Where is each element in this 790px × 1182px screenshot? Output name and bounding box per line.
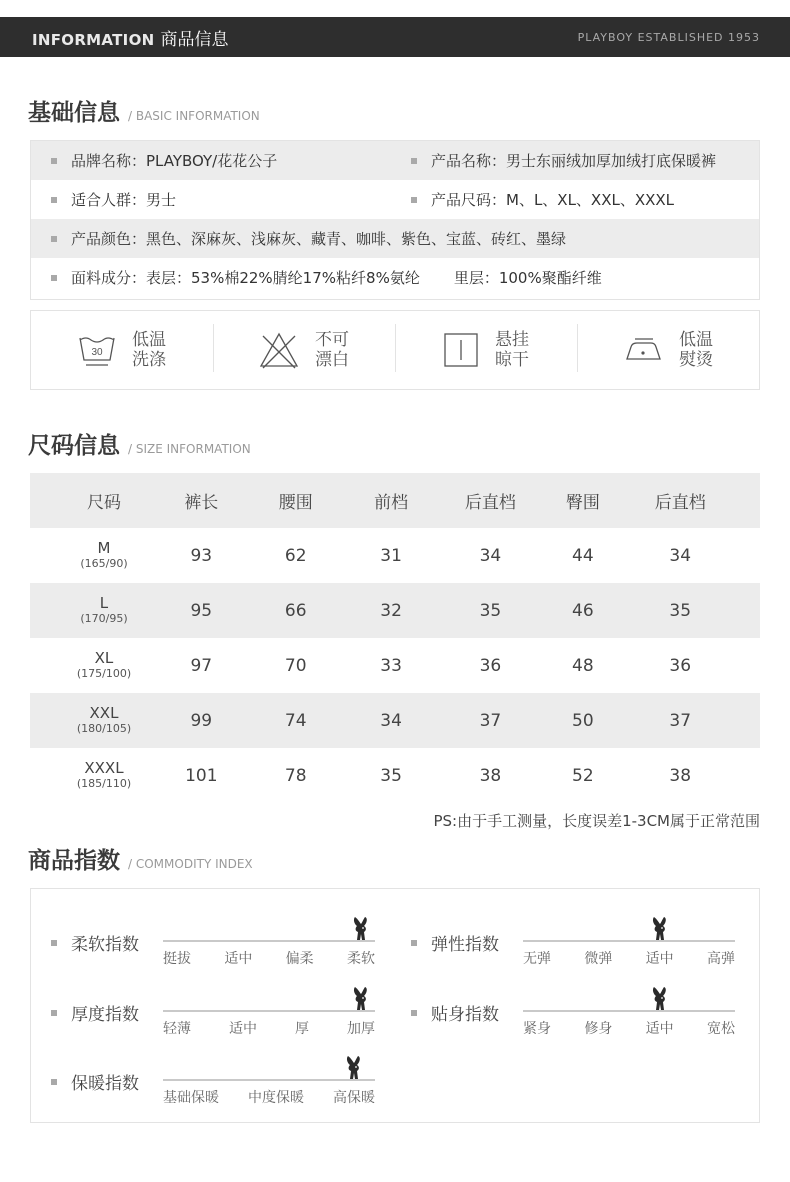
size-value-cell: 35: [669, 600, 692, 621]
size-spec: (170/95): [80, 611, 128, 625]
scale-option: 高保暖: [333, 1090, 375, 1106]
playboy-bunny-icon: [343, 1055, 365, 1085]
bullet: [51, 197, 57, 203]
size-info-title: [28, 427, 251, 460]
size-header-cell: 后直档: [654, 493, 706, 513]
bullet: [411, 197, 417, 203]
bullet: [51, 940, 57, 946]
scale-labels: [523, 948, 735, 968]
size-value-cell: 93: [190, 545, 213, 566]
care-label-line2: 洗涤: [132, 350, 166, 370]
size-label: L: [99, 593, 109, 612]
scale-option: 加厚: [347, 1021, 375, 1037]
size-value-cell: 78: [284, 765, 307, 786]
bullet: [51, 1079, 57, 1085]
bullet: [51, 158, 57, 164]
no-bleach-icon: [259, 331, 299, 369]
size-table: [30, 473, 760, 803]
size-info-title-cn: 尺码信息: [28, 433, 120, 459]
size-value-cell: 33: [380, 655, 402, 676]
index-name: [31, 1000, 163, 1025]
svg-text:30: 30: [91, 347, 103, 358]
bullet: [51, 1010, 57, 1016]
size-value-cell: 97: [190, 655, 213, 676]
size-header-cell: 臀围: [565, 493, 600, 513]
size-table-header: [30, 473, 760, 528]
size-spec: (180/105): [76, 721, 132, 735]
size-value-cell: 31: [380, 545, 402, 566]
hang-dry-icon: [443, 332, 479, 368]
care-label-line2: 漂白: [315, 350, 349, 370]
care-instructions: [30, 310, 760, 390]
size-header-cell: 腰围: [278, 493, 313, 513]
size-value-cell: 74: [284, 710, 307, 731]
scale-option: 适中: [645, 1021, 674, 1037]
basic-info-title-cn: 基础信息: [28, 100, 120, 126]
scale-option: 挺拔: [163, 951, 191, 967]
scale-option: 基础保暖: [163, 1090, 219, 1106]
size-label: XXL: [89, 703, 119, 722]
scale-option: 修身: [584, 1021, 613, 1037]
scale-line: [163, 940, 375, 942]
header-title-en: INFORMATION: [32, 30, 155, 49]
size-value-cell: 62: [284, 545, 307, 566]
size-table-row: [30, 638, 760, 693]
scale-option: 无弹: [523, 951, 551, 967]
bullet: [411, 1010, 417, 1016]
index-scale: [163, 969, 375, 1037]
size-value-cell: 36: [669, 655, 692, 676]
size-table-row: [30, 693, 760, 748]
index-scale: [523, 899, 735, 967]
care-label-line1: 低温: [679, 330, 713, 350]
index-row: [31, 1038, 375, 1106]
index-label: 保暖指数: [71, 1074, 139, 1094]
index-row: [31, 969, 375, 1037]
product-name: 产品名称：男士东丽绒加厚加绒打底保暖裤: [431, 152, 717, 170]
scale-option: 适中: [645, 951, 674, 967]
size-cell: [30, 760, 178, 792]
size-value-cell: 38: [479, 765, 502, 786]
index-name: [391, 1000, 523, 1025]
size-label: M: [97, 538, 111, 557]
scale-labels: [163, 948, 375, 968]
measurement-note: PS:由于手工测量，长度误差1-3CM属于正常范围: [433, 812, 760, 830]
care-item: [213, 330, 395, 370]
size-value-cell: 36: [479, 655, 502, 676]
size-spec: (165/90): [80, 556, 128, 570]
size-header-cell: 后直档: [464, 493, 516, 513]
size-value-cell: 34: [479, 545, 502, 566]
size-value-cell: 35: [380, 765, 402, 786]
index-scale: [523, 969, 735, 1037]
bullet: [411, 158, 417, 164]
care-label-line1: 低温: [132, 330, 166, 350]
brand-name: 品牌名称：PLAYBOY/花花公子: [71, 152, 278, 170]
scale-option: 高弹: [706, 951, 735, 967]
size-value-cell: 52: [572, 765, 594, 786]
size-label: XXXL: [84, 758, 124, 777]
bullet: [51, 275, 57, 281]
size-spec: (175/100): [76, 666, 132, 680]
scale-line: [523, 1010, 735, 1012]
commodity-index-box: [30, 888, 760, 1123]
header-bar: [0, 17, 790, 57]
care-item: [577, 330, 759, 370]
size-table-row: [30, 528, 760, 583]
basic-info-row: [31, 258, 759, 297]
scale-option: 适中: [229, 1021, 257, 1037]
wash-30-icon: [78, 332, 116, 368]
size-cell: [30, 705, 178, 737]
size-value-cell: 37: [669, 710, 692, 731]
index-label: 柔软指数: [71, 935, 139, 955]
size-header-cell: 前档: [374, 493, 409, 513]
scale-labels: [523, 1018, 735, 1038]
product-sizes: 产品尺码：M、L、XL、XXL、XXXL: [431, 191, 675, 209]
basic-info-table: [30, 140, 760, 300]
index-scale: [163, 899, 375, 967]
index-row: [391, 969, 735, 1037]
size-table-row: [30, 583, 760, 638]
basic-info-title: [28, 94, 260, 127]
fabric-outer: 面料成分：表层：53%棉22%腈纶17%粘纤8%氨纶: [71, 269, 420, 287]
size-value-cell: 46: [572, 600, 594, 621]
bullet: [51, 236, 57, 242]
size-value-cell: 32: [380, 600, 402, 621]
care-item: [31, 330, 213, 370]
size-spec: (185/110): [76, 776, 132, 790]
size-value-cell: 35: [479, 600, 502, 621]
size-header-cell: 尺码: [86, 493, 121, 513]
commodity-index-title-cn: 商品指数: [28, 848, 120, 874]
playboy-bunny-icon: [649, 916, 671, 946]
size-value-cell: 38: [669, 765, 692, 786]
scale-option: 紧身: [523, 1021, 551, 1037]
basic-info-row: [31, 180, 759, 219]
index-name: [391, 930, 523, 955]
index-row: [31, 899, 375, 967]
care-item: [395, 330, 577, 370]
low-iron-icon: [623, 335, 663, 365]
size-value-cell: 37: [479, 710, 502, 731]
size-value-cell: 48: [572, 655, 594, 676]
index-scale: [163, 1038, 375, 1106]
scale-option: 中度保暖: [248, 1090, 304, 1106]
size-value-cell: 50: [572, 710, 594, 731]
playboy-bunny-icon: [350, 986, 372, 1016]
brand-tagline: PLAYBOY ESTABLISHED 1953: [577, 30, 760, 44]
size-header-cell: 裤长: [184, 493, 219, 513]
bullet: [411, 940, 417, 946]
index-label: 厚度指数: [71, 1005, 139, 1025]
scale-option: 微弹: [584, 951, 613, 967]
commodity-index-title-en: / COMMODITY INDEX: [128, 857, 253, 871]
scale-option: 柔软: [346, 951, 375, 967]
size-value-cell: 34: [669, 545, 692, 566]
target-audience: 适合人群：男士: [71, 191, 177, 209]
scale-line: [523, 940, 735, 942]
size-cell: [30, 595, 178, 627]
size-value-cell: 70: [284, 655, 307, 676]
size-value-cell: 95: [190, 600, 213, 621]
scale-option: 适中: [224, 951, 253, 967]
size-table-row: [30, 748, 760, 803]
care-label-line1: 不可: [315, 330, 349, 350]
index-name: [31, 930, 163, 955]
scale-option: 偏柔: [285, 951, 314, 967]
basic-info-row: [31, 141, 759, 180]
size-info-title-en: / SIZE INFORMATION: [128, 442, 251, 456]
playboy-bunny-icon: [649, 986, 671, 1016]
scale-option: 厚: [295, 1021, 309, 1037]
basic-info-title-en: / BASIC INFORMATION: [128, 109, 260, 123]
size-cell: [30, 650, 178, 682]
size-value-cell: 44: [572, 545, 594, 566]
size-value-cell: 101: [185, 765, 218, 786]
care-label-line1: 悬挂: [495, 330, 529, 350]
index-row: [391, 899, 735, 967]
size-label: XL: [94, 648, 114, 667]
scale-labels: [163, 1018, 375, 1038]
size-value-cell: 34: [380, 710, 402, 731]
index-label: 贴身指数: [431, 1005, 499, 1025]
size-cell: [30, 540, 178, 572]
scale-labels: [163, 1087, 375, 1107]
scale-option: 轻薄: [163, 1021, 191, 1037]
product-colors: 产品颜色：黑色、深麻灰、浅麻灰、藏青、咖啡、紫色、宝蓝、砖红、墨绿: [71, 230, 567, 248]
commodity-index-title: [28, 842, 253, 875]
care-label-line2: 晾干: [495, 350, 529, 370]
size-value-cell: 66: [284, 600, 307, 621]
index-name: [31, 1069, 163, 1094]
header-title-cn: 商品信息: [160, 29, 229, 50]
scale-line: [163, 1010, 375, 1012]
basic-info-row: [31, 219, 759, 258]
care-label-line2: 熨烫: [679, 350, 713, 370]
scale-option: 宽松: [706, 1021, 735, 1037]
index-label: 弹性指数: [431, 935, 499, 955]
playboy-bunny-icon: [350, 916, 372, 946]
fabric-inner: 里层：100%聚酯纤维: [453, 269, 602, 287]
size-value-cell: 99: [190, 710, 213, 731]
